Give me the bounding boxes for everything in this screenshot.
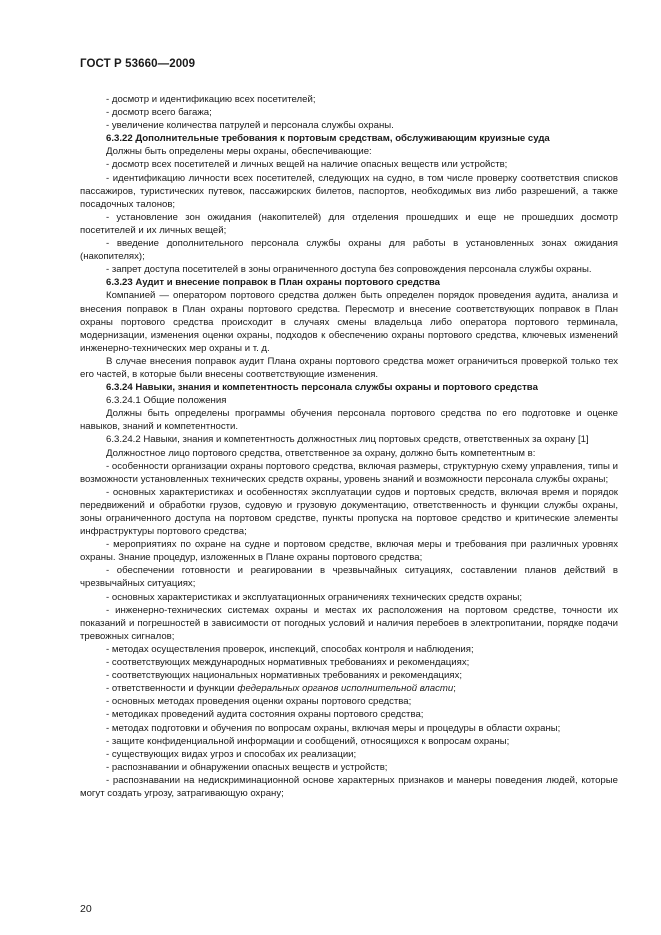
list-item-text: - ответственности и функции	[106, 683, 238, 695]
list-item: - методах осуществления проверок, инспекций, способах контроля и наблюдения;	[106, 643, 474, 655]
list-item: - распознавании и обнаружении опасных веществ и устройств;	[106, 761, 388, 773]
list-item: - мероприятиях по охране на судне и портовом средстве, включая меры и требования при различных уровнях охраны. Знание процедур, изложенных в Плане охраны портового средства;	[80, 539, 618, 564]
list-item: - методах подготовки и обучения по вопросам охраны, включая меры и процедуры в области охраны;	[106, 722, 561, 734]
list-item-text: ;	[453, 683, 456, 695]
subsection-heading: 6.3.24.1 Общие положения	[106, 395, 227, 407]
list-item: - соответствующих национальных нормативных требованиях и рекомендациях;	[106, 670, 463, 682]
section-heading: 6.3.22 Дополнительные требования к портовым средствам, обслуживающим круизные суда	[106, 133, 550, 145]
paragraph: Должностное лицо портового средства, ответственное за охрану, должно быть компетентным в:	[106, 447, 536, 459]
list-item: - защите конфиденциальной информации и сообщений, относящихся к вопросам охраны;	[106, 735, 510, 747]
paragraph: Должны быть определены программы обучения персонала портового средства по его подготовке и оценке навыков, знаний и компетентности.	[80, 408, 618, 433]
list-item: - обеспечении готовности и реагировании в чрезвычайных ситуациях, составлении планов действий в чрезвычайных ситуациях;	[80, 565, 618, 590]
list-item: - основных методах проведения оценки охраны портового средства;	[106, 696, 412, 708]
paragraph: - досмотр всего багажа;	[106, 107, 212, 119]
subsection-heading: 6.3.24.2 Навыки, знания и компетентность должностных лиц портовых средств, ответственных за охрану [1]	[106, 434, 589, 446]
list-item: - соответствующих международных нормативных требованиях и рекомендациях;	[106, 657, 470, 669]
paragraph: - досмотр и идентификацию всех посетителей;	[106, 94, 316, 105]
list-item	[80, 682, 618, 695]
list-item: - существующих видах угроз и способах их реализации;	[106, 748, 357, 760]
section-heading: 6.3.24 Навыки, знания и компетентность персонала службы охраны и портового средства	[106, 382, 538, 394]
section-heading: 6.3.23 Аудит и внесение поправок в План охраны портового средства	[106, 277, 440, 289]
paragraph: - запрет доступа посетителей в зоны ограниченного доступа без сопровождения персонала службы охраны.	[106, 264, 592, 276]
list-item: - основных характеристиках и эксплуатационных ограничениях технических средств охраны;	[106, 591, 523, 603]
paragraph: - досмотр всех посетителей и личных вещей на наличие опасных веществ или устройств;	[106, 159, 508, 171]
paragraph: В случае внесения поправок аудит Плана охраны портового средства может ограничиться проверкой только тех его частей, в которые были внесены соответствующие изменения.	[80, 355, 618, 380]
paragraph: - увеличение количества патрулей и персонала службы охраны.	[106, 120, 394, 132]
paragraph: Должны быть определены меры охраны, обеспечивающие:	[106, 146, 372, 158]
paragraph: - введение дополнительного персонала службы охраны для работы в установленных зонах ожидания (накопителях);	[80, 238, 618, 263]
list-item: - основных характеристиках и особенностях эксплуатации судов и портовых средств, включая время и порядок передвижений и обработки грузов, судовую и грузовую документацию, ответственность и функции службы охраны, зоны ограниченного доступа на портовом средстве, пункты пропуска на портовое средство и критические элементы инфраструктуры портового средства;	[80, 486, 618, 538]
paragraph: Компанией — оператором портового средства должен быть определен порядок проведения аудита, анализа и внесения поправок в План охраны портового средства. Пересмотр и внесение соответствующих поправок в План охраны портового средства происходит в случаях смены владельца либо оператора портового терминала, модернизации, изменения оценки охраны, подходов к обеспечению охраны портового средства, ключевых изменений инженерно-технических мер охраны и т. д.	[80, 290, 618, 354]
list-item: - методиках проведений аудита состояния охраны портового средства;	[106, 709, 424, 721]
list-item: - инженерно-технических системах охраны и местах их расположения на портовом средстве, точности их показаний и погрешностей в зависимости от погодных условий и наличия перебоев в электропитании, порядке подачи тревожных сигналов;	[80, 604, 618, 642]
page-number: 20	[80, 903, 92, 915]
document-body	[80, 93, 618, 800]
document-header: ГОСТ Р 53660—2009	[80, 58, 196, 70]
list-item: - распознавании на недискриминационной основе характерных признаков и манеры поведения людей, которые могут создать угрозу, затрагивающую охрану;	[80, 774, 618, 799]
list-item-italic-text: федеральных органов исполнительной власти	[237, 683, 454, 695]
paragraph: - установление зон ожидания (накопителей) для отделения прошедших и еще не прошедших досмотр посетителей и их личных вещей;	[80, 211, 618, 236]
paragraph: - идентификацию личности всех посетителей, следующих на судно, в том числе проверку соответствия списков пассажиров, туристических путевок, пассажирских билетов, паспортов, необходимых виз либо разрешений, а также посадочных талонов;	[80, 172, 618, 210]
list-item: - особенности организации охраны портового средства, включая размеры, структурную схему управления, типы и возможности установленных технических средств охраны, уровень знаний и возможности персонала службы охраны;	[80, 460, 618, 485]
